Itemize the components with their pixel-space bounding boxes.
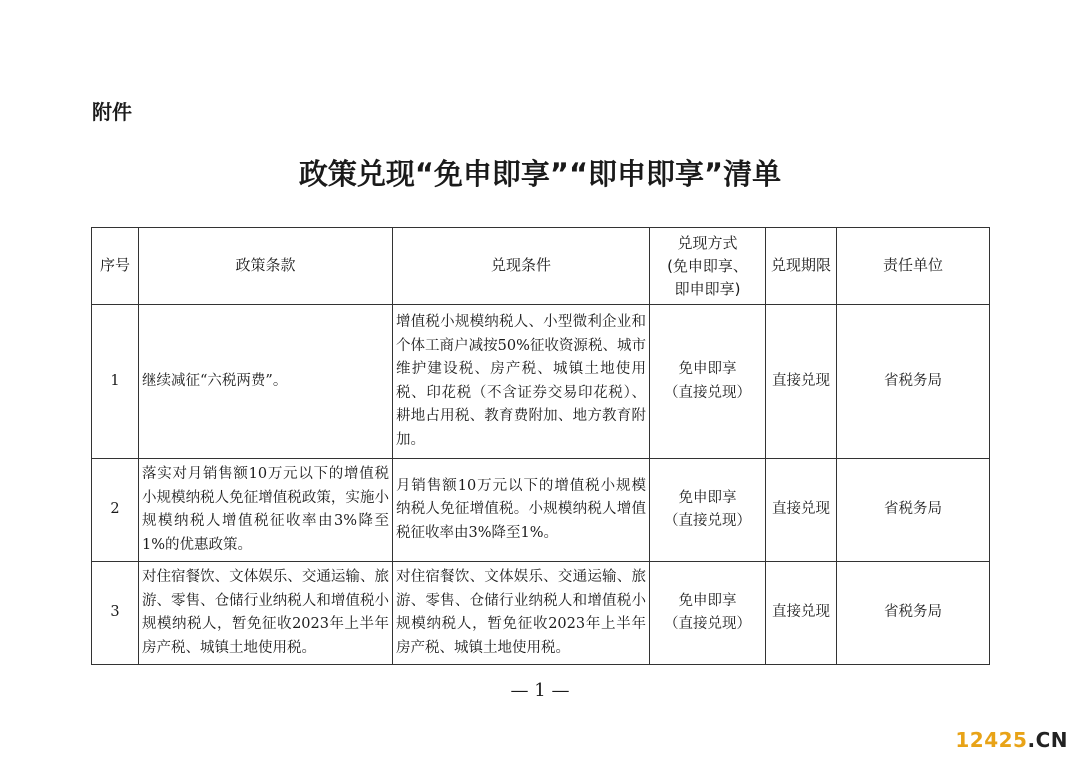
watermark-suffix: .CN bbox=[1027, 728, 1068, 752]
cell-unit: 省税务局 bbox=[837, 562, 990, 665]
cell-method bbox=[650, 562, 766, 665]
cell-policy: 落实对月销售额10万元以下的增值税小规模纳税人免征增值税政策，实施小规模纳税人增值税征收率由3%降至1%的优惠政策。 bbox=[139, 459, 393, 562]
cell-period: 直接兑现 bbox=[766, 562, 837, 665]
header-method-line2: (免申即享、 bbox=[667, 256, 748, 275]
cell-unit: 省税务局 bbox=[837, 459, 990, 562]
site-watermark bbox=[955, 728, 1068, 752]
cell-condition: 月销售额10万元以下的增值税小规模纳税人免征增值税。小规模纳税人增值税征收率由3%降至1%。 bbox=[393, 459, 650, 562]
header-condition: 兑现条件 bbox=[393, 228, 650, 305]
cell-seq: 2 bbox=[92, 459, 139, 562]
cell-method-line1: 免申即享 bbox=[678, 361, 737, 377]
cell-policy: 对住宿餐饮、文体娱乐、交通运输、旅游、零售、仓储行业纳税人和增值税小规模纳税人，暂免征收2023年上半年房产税、城镇土地使用税。 bbox=[139, 562, 393, 665]
header-method bbox=[650, 228, 766, 305]
cell-period: 直接兑现 bbox=[766, 305, 837, 459]
header-seq: 序号 bbox=[92, 228, 139, 305]
cell-method-line1: 免申即享 bbox=[678, 489, 737, 506]
policy-table bbox=[91, 227, 990, 665]
cell-period: 直接兑现 bbox=[766, 459, 837, 562]
table-row bbox=[92, 459, 990, 562]
cell-unit: 省税务局 bbox=[837, 305, 990, 459]
cell-method bbox=[650, 305, 766, 459]
header-method-line1: 兑现方式 bbox=[677, 233, 738, 252]
cell-method-line1: 免申即享 bbox=[678, 592, 737, 609]
attachment-label: 附件 bbox=[92, 100, 132, 124]
page-number: — 1 — bbox=[510, 680, 570, 701]
cell-condition: 对住宿餐饮、文体娱乐、交通运输、旅游、零售、仓储行业纳税人和增值税小规模纳税人，暂免征收2023年上半年房产税、城镇土地使用税。 bbox=[393, 562, 650, 665]
cell-policy: 继续减征“六税两费”。 bbox=[139, 305, 393, 459]
document-title: 政策兑现“免申即享”“即申即享”清单 bbox=[298, 157, 782, 191]
cell-condition: 增值税小规模纳税人、小型微利企业和个体工商户减按50%征收资源税、城市维护建设税、房产税、城镇土地使用税、印花税（不含证券交易印花税）、耕地占用税、教育费附加、地方教育附加。 bbox=[393, 305, 650, 459]
header-policy: 政策条款 bbox=[139, 228, 393, 305]
cell-method-line2: （直接兑现） bbox=[664, 616, 751, 632]
watermark-digits: 12425 bbox=[955, 728, 1028, 752]
header-unit: 责任单位 bbox=[837, 228, 990, 305]
cell-method bbox=[650, 459, 766, 562]
table-header-row bbox=[92, 228, 990, 305]
table-row bbox=[92, 305, 990, 459]
table-row bbox=[92, 562, 990, 665]
cell-method-line2: （直接兑现） bbox=[664, 513, 751, 529]
header-period: 兑现期限 bbox=[766, 228, 837, 305]
cell-seq: 1 bbox=[92, 305, 139, 459]
cell-seq: 3 bbox=[92, 562, 139, 665]
header-method-line3: 即申即享) bbox=[674, 279, 741, 298]
cell-method-line2: （直接兑现） bbox=[664, 384, 751, 401]
